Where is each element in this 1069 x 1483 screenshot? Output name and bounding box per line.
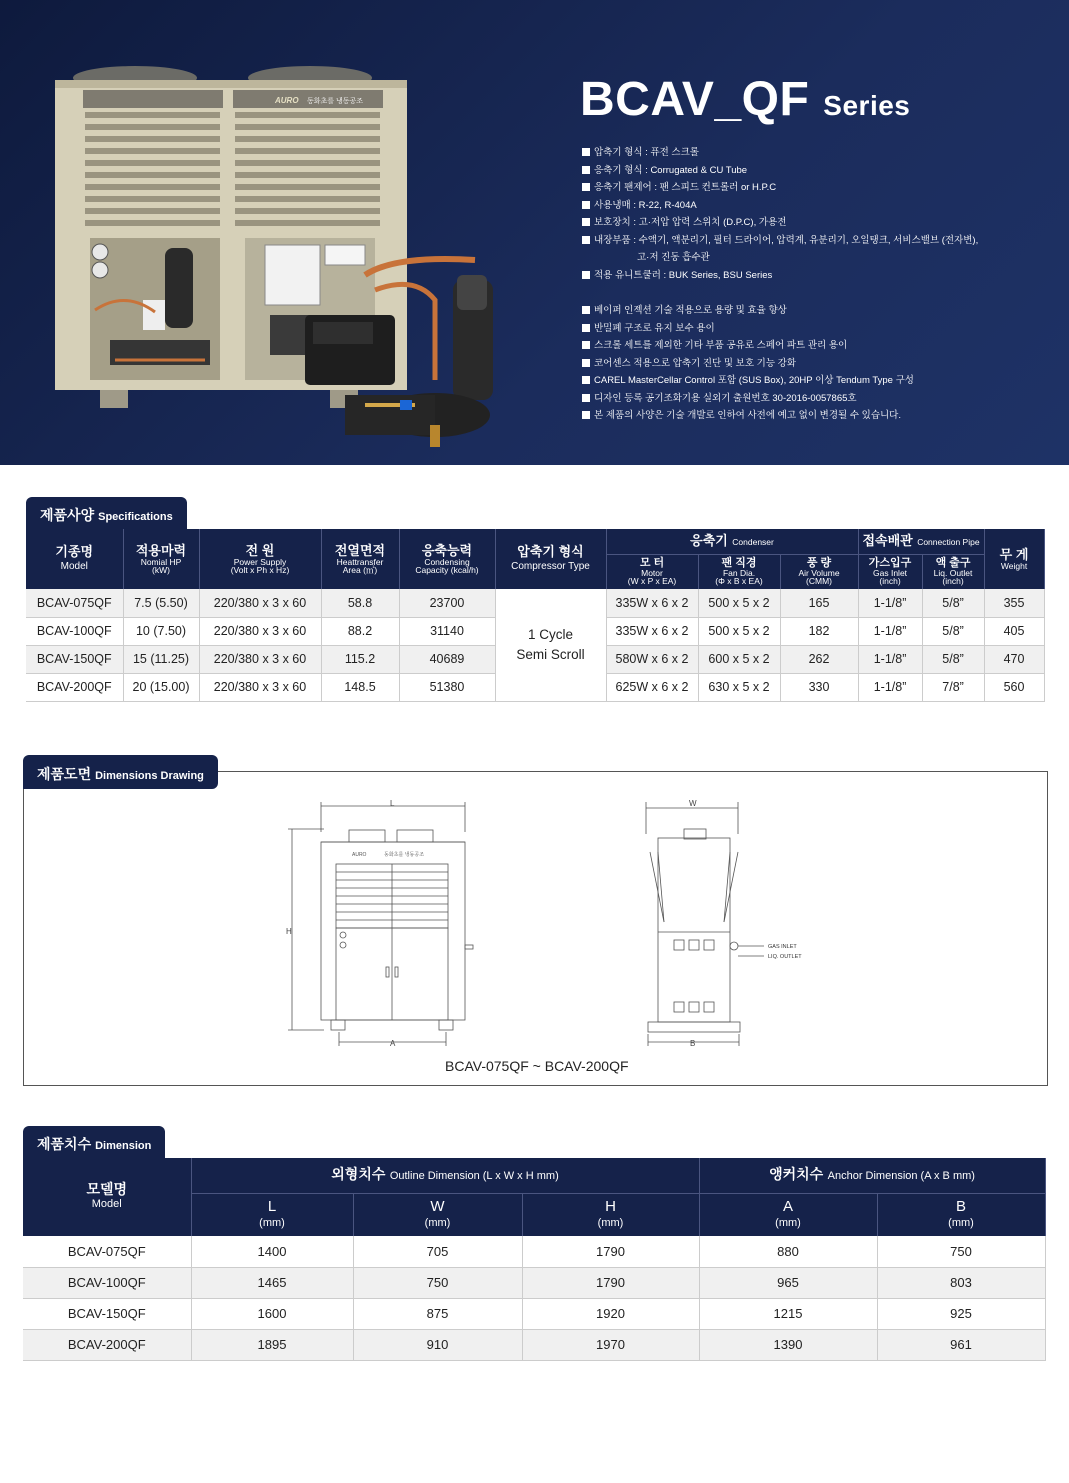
header-hp: 적용마력 Nomial HP (kW) bbox=[123, 529, 199, 589]
header-capacity: 응축능력 Condensing Capacity (kcal/h) bbox=[399, 529, 495, 589]
cell-fan: 500 x 5 x 2 bbox=[698, 617, 780, 645]
specifications-tab: 제품사양 Specifications bbox=[26, 497, 187, 530]
cell-weight: 560 bbox=[984, 673, 1044, 701]
table-row bbox=[26, 589, 1044, 617]
cell-gas: 1-1/8” bbox=[858, 617, 922, 645]
svg-text:H: H bbox=[286, 927, 292, 936]
cell-L: 1600 bbox=[191, 1298, 353, 1329]
cell-air: 330 bbox=[780, 673, 858, 701]
cell-W: 910 bbox=[353, 1329, 522, 1360]
cell-air: 182 bbox=[780, 617, 858, 645]
bullet-item: 응축기 팬제어 : 팬 스피드 컨트롤러 or H.P.C bbox=[582, 179, 978, 197]
header-area: 전열면적 Heattransfer Area (㎡) bbox=[321, 529, 399, 589]
cell-B: 961 bbox=[877, 1329, 1045, 1360]
cell-L: 1400 bbox=[191, 1236, 353, 1267]
cell-power: 220/380 x 3 x 60 bbox=[199, 589, 321, 617]
cell-H: 1970 bbox=[522, 1329, 699, 1360]
bullet-item: 보호장치 : 고·저압 압력 스위치 (D.P.C), 가용전 bbox=[582, 214, 978, 232]
cell-fan: 630 x 5 x 2 bbox=[698, 673, 780, 701]
header-anchor: 앵커치수 Anchor Dimension (A x B mm) bbox=[699, 1158, 1045, 1193]
dimensions-drawing-box bbox=[23, 771, 1048, 1086]
cell-area: 58.8 bbox=[321, 589, 399, 617]
cell-B: 925 bbox=[877, 1298, 1045, 1329]
header-connection-pipe: 접속배관 Connection Pipe bbox=[858, 529, 984, 554]
cell-hp: 7.5 (5.50) bbox=[123, 589, 199, 617]
svg-text:L: L bbox=[390, 799, 395, 808]
header-model: 모델명 Model bbox=[23, 1158, 191, 1236]
header-outline: 외형치수 Outline Dimension (L x W x H mm) bbox=[191, 1158, 699, 1193]
bullet-item: 적용 유니트쿨러 : BUK Series, BSU Series bbox=[582, 267, 978, 285]
cell-W: 875 bbox=[353, 1298, 522, 1329]
dimension-tab: 제품치수 Dimension bbox=[23, 1126, 165, 1159]
feature-item: 본 제품의 사양은 기술 개발로 인하여 사전에 예고 없이 변경될 수 있습니다. bbox=[582, 407, 978, 425]
cell-model: BCAV-100QF bbox=[26, 617, 123, 645]
cell-hp: 10 (7.50) bbox=[123, 617, 199, 645]
cell-liq: 5/8” bbox=[922, 617, 984, 645]
cell-L: 1895 bbox=[191, 1329, 353, 1360]
cell-model: BCAV-200QF bbox=[23, 1329, 191, 1360]
header-power: 전 원 Power Supply (Volt x Ph x Hz) bbox=[199, 529, 321, 589]
cell-A: 880 bbox=[699, 1236, 877, 1267]
feature-item: 반밀폐 구조로 유지 보수 용이 bbox=[582, 320, 978, 338]
cell-A: 1390 bbox=[699, 1329, 877, 1360]
cell-air: 262 bbox=[780, 645, 858, 673]
cell-H: 1790 bbox=[522, 1236, 699, 1267]
cell-motor: 335W x 6 x 2 bbox=[606, 589, 698, 617]
bullet-item: 압축기 형식 : 퓨전 스크롤 bbox=[582, 144, 978, 162]
cell-model: BCAV-075QF bbox=[23, 1236, 191, 1267]
svg-text:동화초를 냉동공조: 동화초를 냉동공조 bbox=[307, 98, 364, 105]
header-liq-outlet: 액 출구 Liq. Outlet (inch) bbox=[922, 554, 984, 589]
drawing-caption: BCAV-075QF ~ BCAV-200QF bbox=[445, 1058, 629, 1074]
feature-item: 스크롤 세트를 제외한 기타 부품 공유로 스페어 파트 관리 용이 bbox=[582, 337, 978, 355]
table-row bbox=[23, 1267, 1045, 1298]
svg-text:AURO: AURO bbox=[275, 96, 299, 105]
cell-model: BCAV-150QF bbox=[23, 1298, 191, 1329]
specifications-table bbox=[26, 529, 1045, 702]
cell-weight: 405 bbox=[984, 617, 1044, 645]
bullet-item: 내장부품 : 수액기, 액분리기, 필터 드라이어, 압력계, 유분리기, 오일탱크, 서비스밸브 (전자변), bbox=[582, 232, 978, 250]
feature-item: CAREL MasterCellar Control 포함 (SUS Box), 20HP 이상 Tendum Type 구성 bbox=[582, 372, 978, 390]
header-A: A (mm) bbox=[699, 1193, 877, 1236]
svg-text:B: B bbox=[690, 1039, 696, 1048]
header-gas-inlet: 가스입구 Gas Inlet (inch) bbox=[858, 554, 922, 589]
cell-capacity: 40689 bbox=[399, 645, 495, 673]
cell-A: 1215 bbox=[699, 1298, 877, 1329]
cell-motor: 335W x 6 x 2 bbox=[606, 617, 698, 645]
cell-compressor-type: 1 Cycle Semi Scroll bbox=[495, 589, 606, 701]
cell-area: 115.2 bbox=[321, 645, 399, 673]
header-W: W (mm) bbox=[353, 1193, 522, 1236]
bullet-item: 사용냉매 : R-22, R-404A bbox=[582, 197, 978, 215]
cell-liq: 7/8” bbox=[922, 673, 984, 701]
header-compressor: 압축기 형식 Compressor Type bbox=[495, 529, 606, 589]
dimensions-drawing bbox=[24, 772, 1047, 1085]
header-motor: 모 터 Motor (W x P x EA) bbox=[606, 554, 698, 589]
header-L: L (mm) bbox=[191, 1193, 353, 1236]
cell-W: 705 bbox=[353, 1236, 522, 1267]
svg-text:GAS INLET: GAS INLET bbox=[768, 944, 797, 950]
cell-W: 750 bbox=[353, 1267, 522, 1298]
cell-liq: 5/8” bbox=[922, 645, 984, 673]
cell-gas: 1-1/8” bbox=[858, 673, 922, 701]
product-title: BCAV_QF Series bbox=[580, 73, 911, 126]
cell-hp: 15 (11.25) bbox=[123, 645, 199, 673]
product-subtitle: Series bbox=[823, 90, 911, 121]
cell-fan: 500 x 5 x 2 bbox=[698, 589, 780, 617]
svg-text:LIQ. OUTLET: LIQ. OUTLET bbox=[768, 954, 802, 960]
feature-item: 베이퍼 인젝션 기술 적용으로 용량 및 효율 향상 bbox=[582, 302, 978, 320]
cell-weight: 355 bbox=[984, 589, 1044, 617]
header-B: B (mm) bbox=[877, 1193, 1045, 1236]
cell-liq: 5/8” bbox=[922, 589, 984, 617]
cell-power: 220/380 x 3 x 60 bbox=[199, 645, 321, 673]
cell-air: 165 bbox=[780, 589, 858, 617]
cell-area: 88.2 bbox=[321, 617, 399, 645]
header-condenser: 응축기 Condenser bbox=[606, 529, 858, 554]
cell-gas: 1-1/8” bbox=[858, 589, 922, 617]
cell-B: 750 bbox=[877, 1236, 1045, 1267]
header-air-volume: 풍 량 Air Volume (CMM) bbox=[780, 554, 858, 589]
svg-text:A: A bbox=[390, 1039, 396, 1048]
svg-text:W: W bbox=[689, 799, 697, 808]
cell-weight: 470 bbox=[984, 645, 1044, 673]
header-weight: 무 게 Weight bbox=[984, 529, 1044, 589]
header-H: H (mm) bbox=[522, 1193, 699, 1236]
table-row bbox=[23, 1329, 1045, 1360]
table-row bbox=[23, 1298, 1045, 1329]
cell-capacity: 31140 bbox=[399, 617, 495, 645]
bullet-item: 응축기 형식 : Corrugated & CU Tube bbox=[582, 162, 978, 180]
bullet-continuation: 고·저 진동 흡수관 bbox=[637, 252, 710, 263]
cell-gas: 1-1/8” bbox=[858, 645, 922, 673]
cell-model: BCAV-100QF bbox=[23, 1267, 191, 1298]
cell-power: 220/380 x 3 x 60 bbox=[199, 617, 321, 645]
cell-A: 965 bbox=[699, 1267, 877, 1298]
table-row bbox=[23, 1236, 1045, 1267]
cell-B: 803 bbox=[877, 1267, 1045, 1298]
header-model: 기종명 Model bbox=[26, 529, 123, 589]
spec-bullet-list bbox=[582, 144, 978, 425]
dimension-table bbox=[23, 1158, 1046, 1361]
cell-hp: 20 (15.00) bbox=[123, 673, 199, 701]
cell-capacity: 51380 bbox=[399, 673, 495, 701]
feature-item: 디자인 등록 공기조화기용 실외기 출원번호 30-2016-0057865호 bbox=[582, 390, 978, 408]
cell-fan: 600 x 5 x 2 bbox=[698, 645, 780, 673]
cell-L: 1465 bbox=[191, 1267, 353, 1298]
cell-capacity: 23700 bbox=[399, 589, 495, 617]
cell-motor: 580W x 6 x 2 bbox=[606, 645, 698, 673]
cell-model: BCAV-075QF bbox=[26, 589, 123, 617]
cell-area: 148.5 bbox=[321, 673, 399, 701]
cell-model: BCAV-150QF bbox=[26, 645, 123, 673]
product-image bbox=[55, 60, 500, 460]
svg-text:동화초를 냉동공조: 동화초를 냉동공조 bbox=[384, 852, 425, 858]
header-fan: 팬 직경 Fan Dia. (Φ x B x EA) bbox=[698, 554, 780, 589]
cell-power: 220/380 x 3 x 60 bbox=[199, 673, 321, 701]
svg-text:AURO: AURO bbox=[352, 852, 367, 858]
cell-H: 1920 bbox=[522, 1298, 699, 1329]
cell-model: BCAV-200QF bbox=[26, 673, 123, 701]
cell-H: 1790 bbox=[522, 1267, 699, 1298]
cell-motor: 625W x 6 x 2 bbox=[606, 673, 698, 701]
feature-item: 코어센스 적용으로 압축기 진단 및 보호 기능 강화 bbox=[582, 355, 978, 373]
drawing-tab: 제품도면 Dimensions Drawing bbox=[23, 755, 218, 789]
hero-banner bbox=[0, 0, 1069, 465]
